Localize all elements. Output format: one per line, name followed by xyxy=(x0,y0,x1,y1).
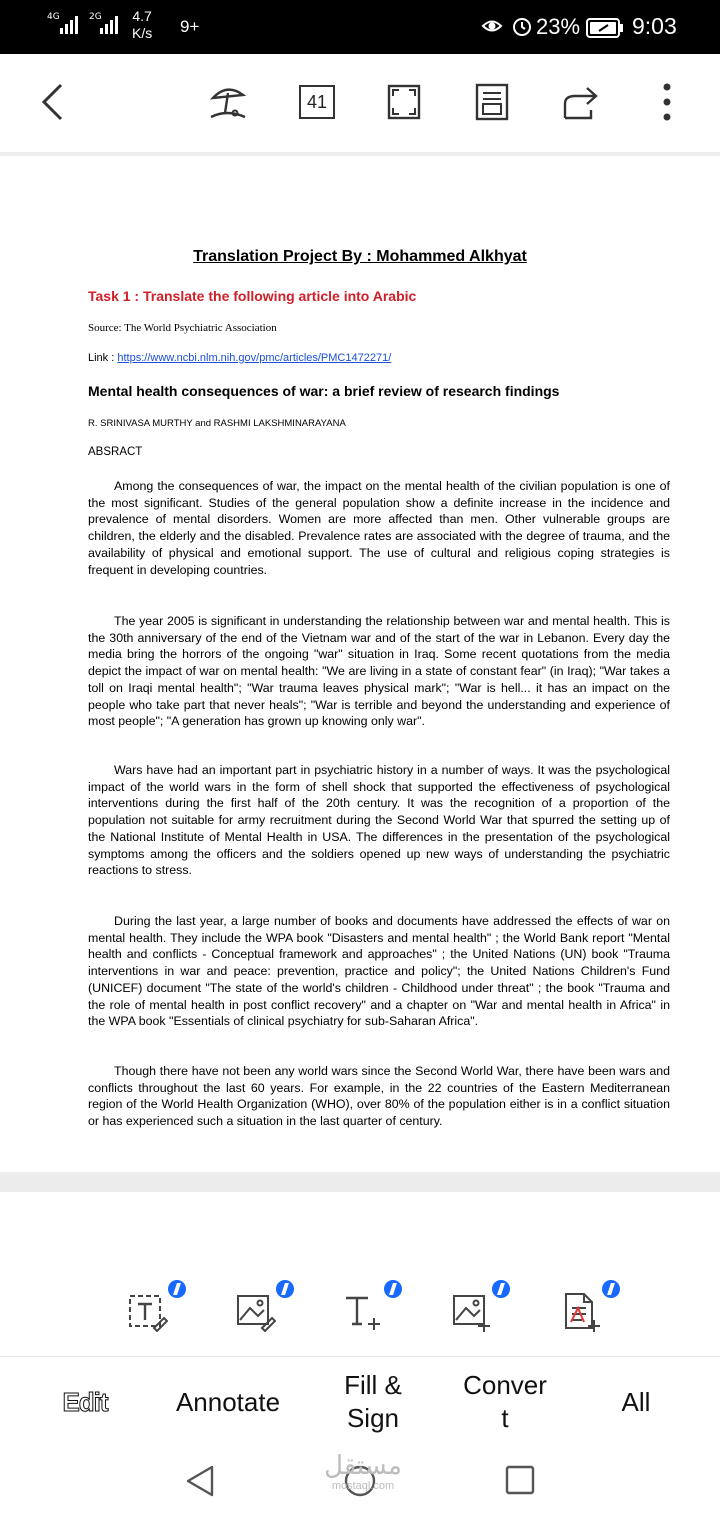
paragraph: Among the consequences of war, the impact on the mental health of the civilian population is one of the most significant. Studies of the general population show a definite increase in the incidence and prevalence of mental disorders. Women are more affected than men. Other vulnerable groups are children, the elderly and the disabled. Prevalence rates are associated with the degree of trauma, and the availability of physical and emotional support. The use of cultural and religious coping strategies is frequent in developing countries. xyxy=(88,479,670,577)
bottom-tabs xyxy=(0,1356,720,1446)
tab-all[interactable]: All xyxy=(621,1386,651,1417)
share-button[interactable] xyxy=(559,74,603,130)
page-count-button[interactable] xyxy=(297,74,337,130)
paragraph: The year 2005 is significant in understanding the relationship between war and mental health. This is the 30th anniversary of the end of the Vietnam war and of the start of the war in Lebanon. Every day the media bring the horrors of the ongoing "war" situation in Iraq. Some recent quotations from the media depict the impact of war on mental health: "We are living in a state of constant fear" (in Iraq); "War takes a toll on Iraqi mental health"; "War trauma leaves physical mark"; "War is hell... it has an impact on the people who take part that never heals"; "War is terrible and beyond the understanding and experience of most people"; "A generation has grown up knowing only war". xyxy=(88,614,670,729)
back-button[interactable] xyxy=(30,74,74,130)
nav-recents-icon[interactable] xyxy=(504,1464,536,1496)
authors: R. SRINIVASA MURTHY and RASHMI LAKSHMINARAYANA xyxy=(88,418,346,429)
link-line xyxy=(88,352,391,364)
battery-percent: 23% xyxy=(536,14,581,39)
edit-image-icon xyxy=(236,1292,276,1332)
fullscreen-icon xyxy=(387,84,421,120)
share-icon xyxy=(561,84,601,120)
eye-comfort-icon xyxy=(481,15,503,37)
paragraph: Though there have not been any world wars since the Second World War, there have been wars and conflicts throughout the last 60 years. For example, in the 22 countries of the Eastern Mediterranean region of the World Health Organization (WHO), over 80% of the population either is in a conflict situation or has experienced such a situation in the last quarter of century. xyxy=(88,1064,670,1129)
beach-umbrella-icon xyxy=(207,81,249,123)
bolt-badge-icon xyxy=(602,1280,620,1298)
link-label: Link : xyxy=(88,352,118,364)
status-bar xyxy=(0,0,720,54)
nav-back-icon[interactable] xyxy=(184,1464,216,1498)
page-layout-button[interactable] xyxy=(472,74,512,130)
add-text-tool[interactable] xyxy=(344,1280,404,1340)
fullscreen-button[interactable] xyxy=(384,74,424,130)
bolt-badge-icon xyxy=(492,1280,510,1298)
more-options-button[interactable] xyxy=(652,74,682,130)
bolt-badge-icon xyxy=(168,1280,186,1298)
add-text-icon xyxy=(344,1292,384,1332)
add-pdf-icon xyxy=(562,1292,602,1332)
source-line: Source: The World Psychiatric Association xyxy=(88,322,277,334)
signal-strength-icon xyxy=(60,16,78,34)
notification-count: 9+ xyxy=(180,17,200,36)
network-4g-label: 4G xyxy=(47,12,60,22)
add-image-tool[interactable] xyxy=(452,1280,512,1340)
watermark-arabic: مستقل xyxy=(324,1451,402,1481)
edit-text-tool[interactable] xyxy=(128,1280,188,1340)
article-link[interactable]: https://www.ncbi.nlm.nih.gov/pmc/articles/PMC1472271/ xyxy=(117,352,392,364)
reading-mode-button[interactable] xyxy=(205,74,251,130)
bolt-badge-icon xyxy=(276,1280,294,1298)
task-heading: Task 1 : Translate the following article into Arabic xyxy=(88,288,417,304)
edit-image-tool[interactable] xyxy=(236,1280,296,1340)
battery-icon xyxy=(586,18,624,38)
watermark-latin: mostaql.com xyxy=(331,1480,395,1492)
document-viewer[interactable] xyxy=(0,152,720,1192)
abstract-label: ABSRACT xyxy=(88,446,143,458)
edit-text-icon xyxy=(128,1292,168,1332)
clock: 9:03 xyxy=(632,13,677,39)
tool-strip xyxy=(0,1266,720,1356)
watermark xyxy=(318,1452,408,1492)
alarm-icon xyxy=(511,15,533,37)
document-title: Translation Project By : Mohammed Alkhyat xyxy=(193,248,527,265)
tab-annotate[interactable]: Annotate xyxy=(175,1386,281,1417)
network-speed: 4.7 K/s xyxy=(132,8,153,41)
page-layout-icon xyxy=(475,83,509,121)
viewer-toolbar xyxy=(0,54,720,152)
paragraph: During the last year, a large number of books and documents have addressed the effects of war on mental health. They include the WPA book "Disasters and mental health" ; the World Bank report "Mental health and conflicts - Conceptual framework and approaches" ; the United Nations (UN) book "Trauma interventions in war and peace: prevention, practice and policy"; the United Nations Children's Fund (UNICEF) document "The state of the world's children - Childhood under threat" ; the book "Trauma and the role of mental health in post conflict recovery" and a chapter on "War and mental health in Africa" in the WPA book "Essentials of clinical psychiatry for sub-Saharan Africa". xyxy=(88,914,670,1029)
signal-strength-icon xyxy=(100,16,118,34)
chevron-left-icon xyxy=(39,82,65,122)
article-title: Mental health consequences of war: a brief review of research findings xyxy=(88,383,560,399)
paragraph: Wars have had an important part in psychiatric history in a number of ways. It was the psychological impact of the world wars in the form of shell shock that supported the effectiveness of psychological interventions during the first half of the 20th century. It was the recognition of a proportion of the population not suitable for army recruitment during the Second World War that spurred the setting up of the National Institute of Mental Health in USA. The differences in the presentation of the psychological symptoms among the officers and the soldiers opened up new ways of understanding the psychiatric reactions to stress. xyxy=(88,763,670,878)
more-vertical-icon xyxy=(662,82,672,122)
network-2g-label: 2G xyxy=(89,12,102,22)
document-page[interactable] xyxy=(0,156,720,1172)
tab-convert[interactable]: Conver t xyxy=(463,1370,547,1433)
page-count: 41 xyxy=(299,85,335,119)
add-image-icon xyxy=(452,1292,492,1332)
tab-edit[interactable]: Edit xyxy=(62,1386,108,1417)
tab-fill-sign[interactable]: Fill & Sign xyxy=(344,1370,402,1433)
bolt-badge-icon xyxy=(384,1280,402,1298)
add-pdf-tool[interactable] xyxy=(562,1280,622,1340)
